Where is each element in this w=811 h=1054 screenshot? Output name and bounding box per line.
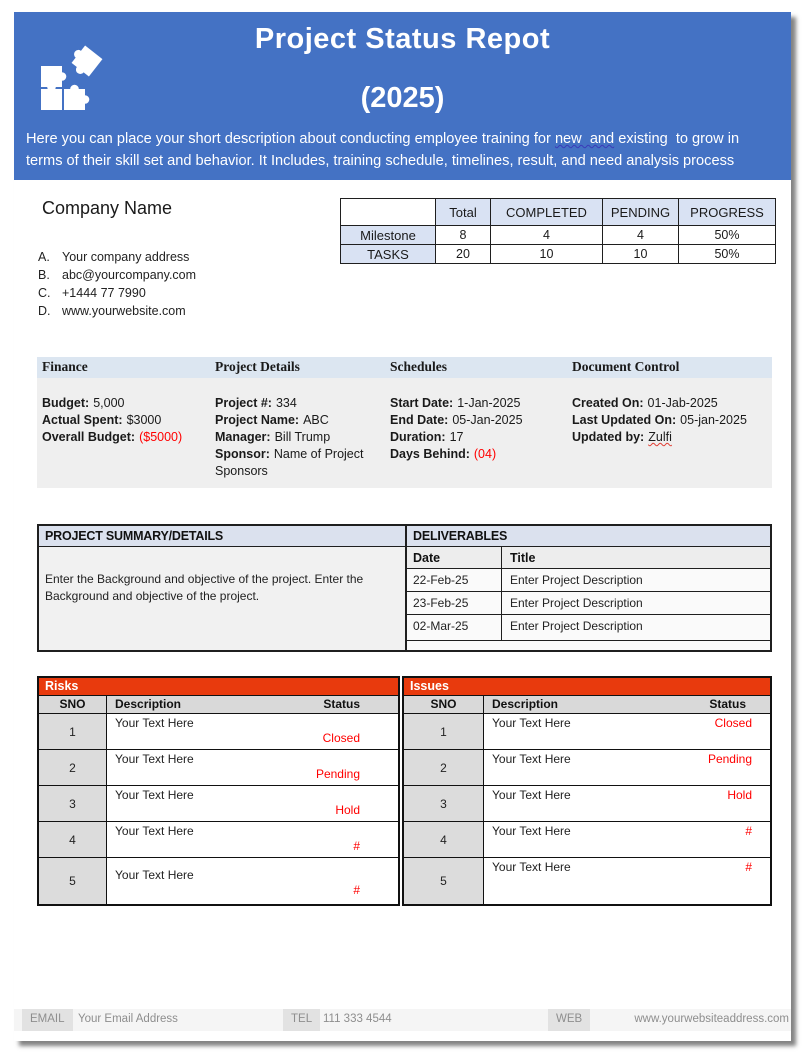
summary-deliverables-table: [37, 524, 772, 652]
info-line: Overall Budget: ($5000): [42, 430, 183, 444]
address-item: [38, 284, 196, 302]
deliverable-date: 22-Feb-25: [407, 569, 502, 591]
risk-sno: 1: [39, 714, 107, 749]
header-cell-pending: PENDING: [603, 199, 679, 226]
overall-budget-value: ($5000): [139, 430, 183, 444]
issue-row: [404, 858, 770, 904]
section-title-document-control: Document Control: [572, 359, 680, 374]
page-title: Project Status Repot: [254, 23, 551, 55]
deliverables-section: [405, 526, 770, 650]
issue-description: Your Text Here #: [492, 860, 752, 874]
cell-progress: 50%: [679, 245, 776, 264]
issues-columns-row: [404, 696, 770, 714]
column-sno: SNO: [404, 696, 484, 713]
header-cell-completed: COMPLETED: [491, 199, 603, 226]
company-website-link[interactable]: www.yourwebsite.com: [62, 304, 186, 318]
info-line: Project #: 334: [215, 396, 297, 410]
deliverable-date: 23-Feb-25: [407, 592, 502, 614]
info-panel-header-band: [37, 357, 772, 378]
column-description: Description: [492, 697, 559, 711]
issue-sno: 4: [404, 822, 484, 857]
page-footer: [14, 1009, 791, 1031]
company-email-link[interactable]: abc@yourcompany.com: [62, 268, 197, 282]
issue-description: Your Text Here #: [492, 824, 752, 838]
section-title-finance: Finance: [42, 359, 88, 374]
info-line: End Date: 05-Jan-2025: [390, 413, 523, 427]
issue-row: [404, 786, 770, 822]
footer-email-label: EMAIL: [22, 1009, 73, 1031]
risk-sno: 3: [39, 786, 107, 821]
description-line2: terms of their skill set and behavior. It Includes, training schedule, timelines, result, and need analysis process: [26, 153, 735, 169]
info-panel: [37, 357, 772, 488]
issue-status: Hold: [727, 788, 752, 802]
info-line: Start Date: 1-Jan-2025: [390, 396, 521, 410]
column-title: Title: [510, 551, 536, 565]
footer-web-value[interactable]: www.yourwebsiteaddress.com: [634, 1013, 789, 1025]
risk-description: Your Text Here Hold: [107, 786, 398, 821]
row-label: TASKS: [341, 245, 436, 264]
column-date: Date: [407, 547, 502, 568]
address-item-key: D.: [38, 304, 51, 318]
cell-progress: 50%: [679, 226, 776, 245]
info-line: Updated by: Zulfi: [572, 430, 672, 444]
issue-sno: 5: [404, 858, 484, 904]
days-behind-value: (04): [473, 447, 497, 461]
footer-tel-value[interactable]: 111 333 4544: [323, 1013, 392, 1025]
cell-total: 20: [436, 245, 491, 264]
row-label: Milestone: [341, 226, 436, 245]
header-cell-total: Total: [436, 199, 491, 226]
table-header-row: [341, 199, 776, 226]
issue-status: Closed: [714, 716, 752, 730]
footer-web-label: WEB: [548, 1009, 590, 1031]
issues-table: [402, 676, 772, 906]
column-status: Status: [709, 697, 746, 711]
deliverable-title: Enter Project Description: [510, 596, 643, 610]
page-title-year: (2025): [360, 82, 445, 114]
info-line: Budget: 5,000: [42, 396, 125, 410]
risk-status: #: [353, 839, 360, 853]
project-details-section: [215, 395, 390, 480]
cell-completed: 4: [491, 226, 603, 245]
deliverable-title: Enter Project Description: [510, 619, 643, 633]
info-line: Actual Spent: $3000: [42, 413, 162, 427]
section-title-schedules: Schedules: [390, 359, 448, 374]
project-summary-section: [39, 526, 405, 650]
risk-row: [39, 822, 398, 858]
address-item-key: B.: [38, 268, 50, 282]
info-line: Days Behind: (04): [390, 447, 497, 461]
cell-pending: 10: [603, 245, 679, 264]
deliverable-row: [407, 615, 770, 641]
info-line: Duration: 17: [390, 430, 464, 444]
issue-sno: 1: [404, 714, 484, 749]
issue-row: [404, 714, 770, 750]
header-cell-blank: [341, 199, 436, 226]
issue-status: #: [745, 860, 752, 874]
risk-status: #: [353, 883, 360, 897]
risk-status: Hold: [335, 803, 360, 817]
column-description: Description: [115, 697, 182, 711]
risks-table: [37, 676, 400, 906]
deliverable-title: Enter Project Description: [510, 573, 643, 587]
deliverables-header: DELIVERABLES: [407, 526, 770, 547]
cell-pending: 4: [603, 226, 679, 245]
footer-tel-label: TEL: [283, 1009, 320, 1031]
risk-status: Pending: [315, 767, 360, 781]
finance-section: [42, 395, 215, 480]
deliverable-date: 02-Mar-25: [407, 615, 502, 640]
risk-sno: 2: [39, 750, 107, 785]
issue-description: Your Text Here Pending: [492, 752, 752, 766]
issues-header: Issues: [404, 678, 770, 696]
info-line: Sponsor: Name of Project Sponsors: [215, 447, 364, 478]
risk-description: Your Text Here #: [107, 822, 398, 857]
company-name: Company Name: [42, 198, 173, 218]
info-line: Created On: 01-Jab-2025: [572, 396, 718, 410]
deliverables-empty-space: [407, 641, 770, 650]
address-item-key: C.: [38, 286, 51, 300]
address-item: [38, 248, 196, 266]
risk-sno: 5: [39, 858, 107, 904]
issue-description: Your Text Here Hold: [492, 788, 752, 802]
description-spellcheck-word: new and: [554, 131, 615, 147]
info-line: Last Updated On: 05-jan-2025: [572, 413, 747, 427]
issue-status: #: [745, 824, 752, 838]
risk-description: Your Text Here #: [107, 858, 398, 904]
header-description: [26, 128, 787, 172]
deliverable-row: [407, 569, 770, 592]
schedules-section: [390, 395, 572, 480]
risk-description: Your Text Here Closed: [107, 714, 398, 749]
table-row: [341, 226, 776, 245]
risk-description: Your Text Here Pending: [107, 750, 398, 785]
address-item-text: Your company address: [62, 250, 190, 264]
deliverable-row: [407, 592, 770, 615]
address-item-key: A.: [38, 250, 50, 264]
cell-total: 8: [436, 226, 491, 245]
report-page: [14, 12, 791, 1041]
issue-description: Your Text Here Closed: [492, 716, 752, 730]
project-summary-body: Enter the Background and objective of the project. Enter the Background and objective of the project.: [45, 572, 364, 603]
table-row: [341, 245, 776, 264]
info-line: Manager: Bill Trump: [215, 430, 331, 444]
footer-email-value[interactable]: Your Email Address: [78, 1013, 178, 1025]
header-cell-progress: PROGRESS: [679, 199, 776, 226]
risk-row: [39, 858, 398, 904]
column-sno: SNO: [39, 696, 107, 713]
address-item: [38, 266, 196, 284]
info-panel-body: [37, 378, 772, 480]
issue-sno: 2: [404, 750, 484, 785]
issue-status: Pending: [707, 752, 752, 766]
risks-columns-row: [39, 696, 398, 714]
milestone-summary-table: [340, 198, 776, 264]
address-item: [38, 302, 196, 320]
report-header: [14, 12, 791, 180]
issue-row: [404, 822, 770, 858]
updated-by-value: Zulfi: [648, 430, 672, 444]
issue-row: [404, 750, 770, 786]
risk-row: [39, 786, 398, 822]
risk-status: Closed: [322, 731, 360, 745]
document-control-section: [572, 395, 772, 480]
risk-sno: 4: [39, 822, 107, 857]
column-status: Status: [323, 697, 360, 711]
risks-header: Risks: [39, 678, 398, 696]
project-summary-header: PROJECT SUMMARY/DETAILS: [39, 526, 405, 547]
company-phone: +1444 77 7990: [62, 286, 146, 300]
deliverables-columns-row: [407, 547, 770, 569]
risk-row: [39, 714, 398, 750]
issue-sno: 3: [404, 786, 484, 821]
info-line: Project Name: ABC: [215, 413, 329, 427]
cell-completed: 10: [491, 245, 603, 264]
description-part2: existing to grow in: [614, 131, 740, 147]
description-part1: Here you can place your short description about conducting employee training for: [26, 131, 555, 147]
risk-row: [39, 750, 398, 786]
company-address-list: [38, 248, 196, 320]
section-title-project-details: Project Details: [215, 359, 300, 374]
